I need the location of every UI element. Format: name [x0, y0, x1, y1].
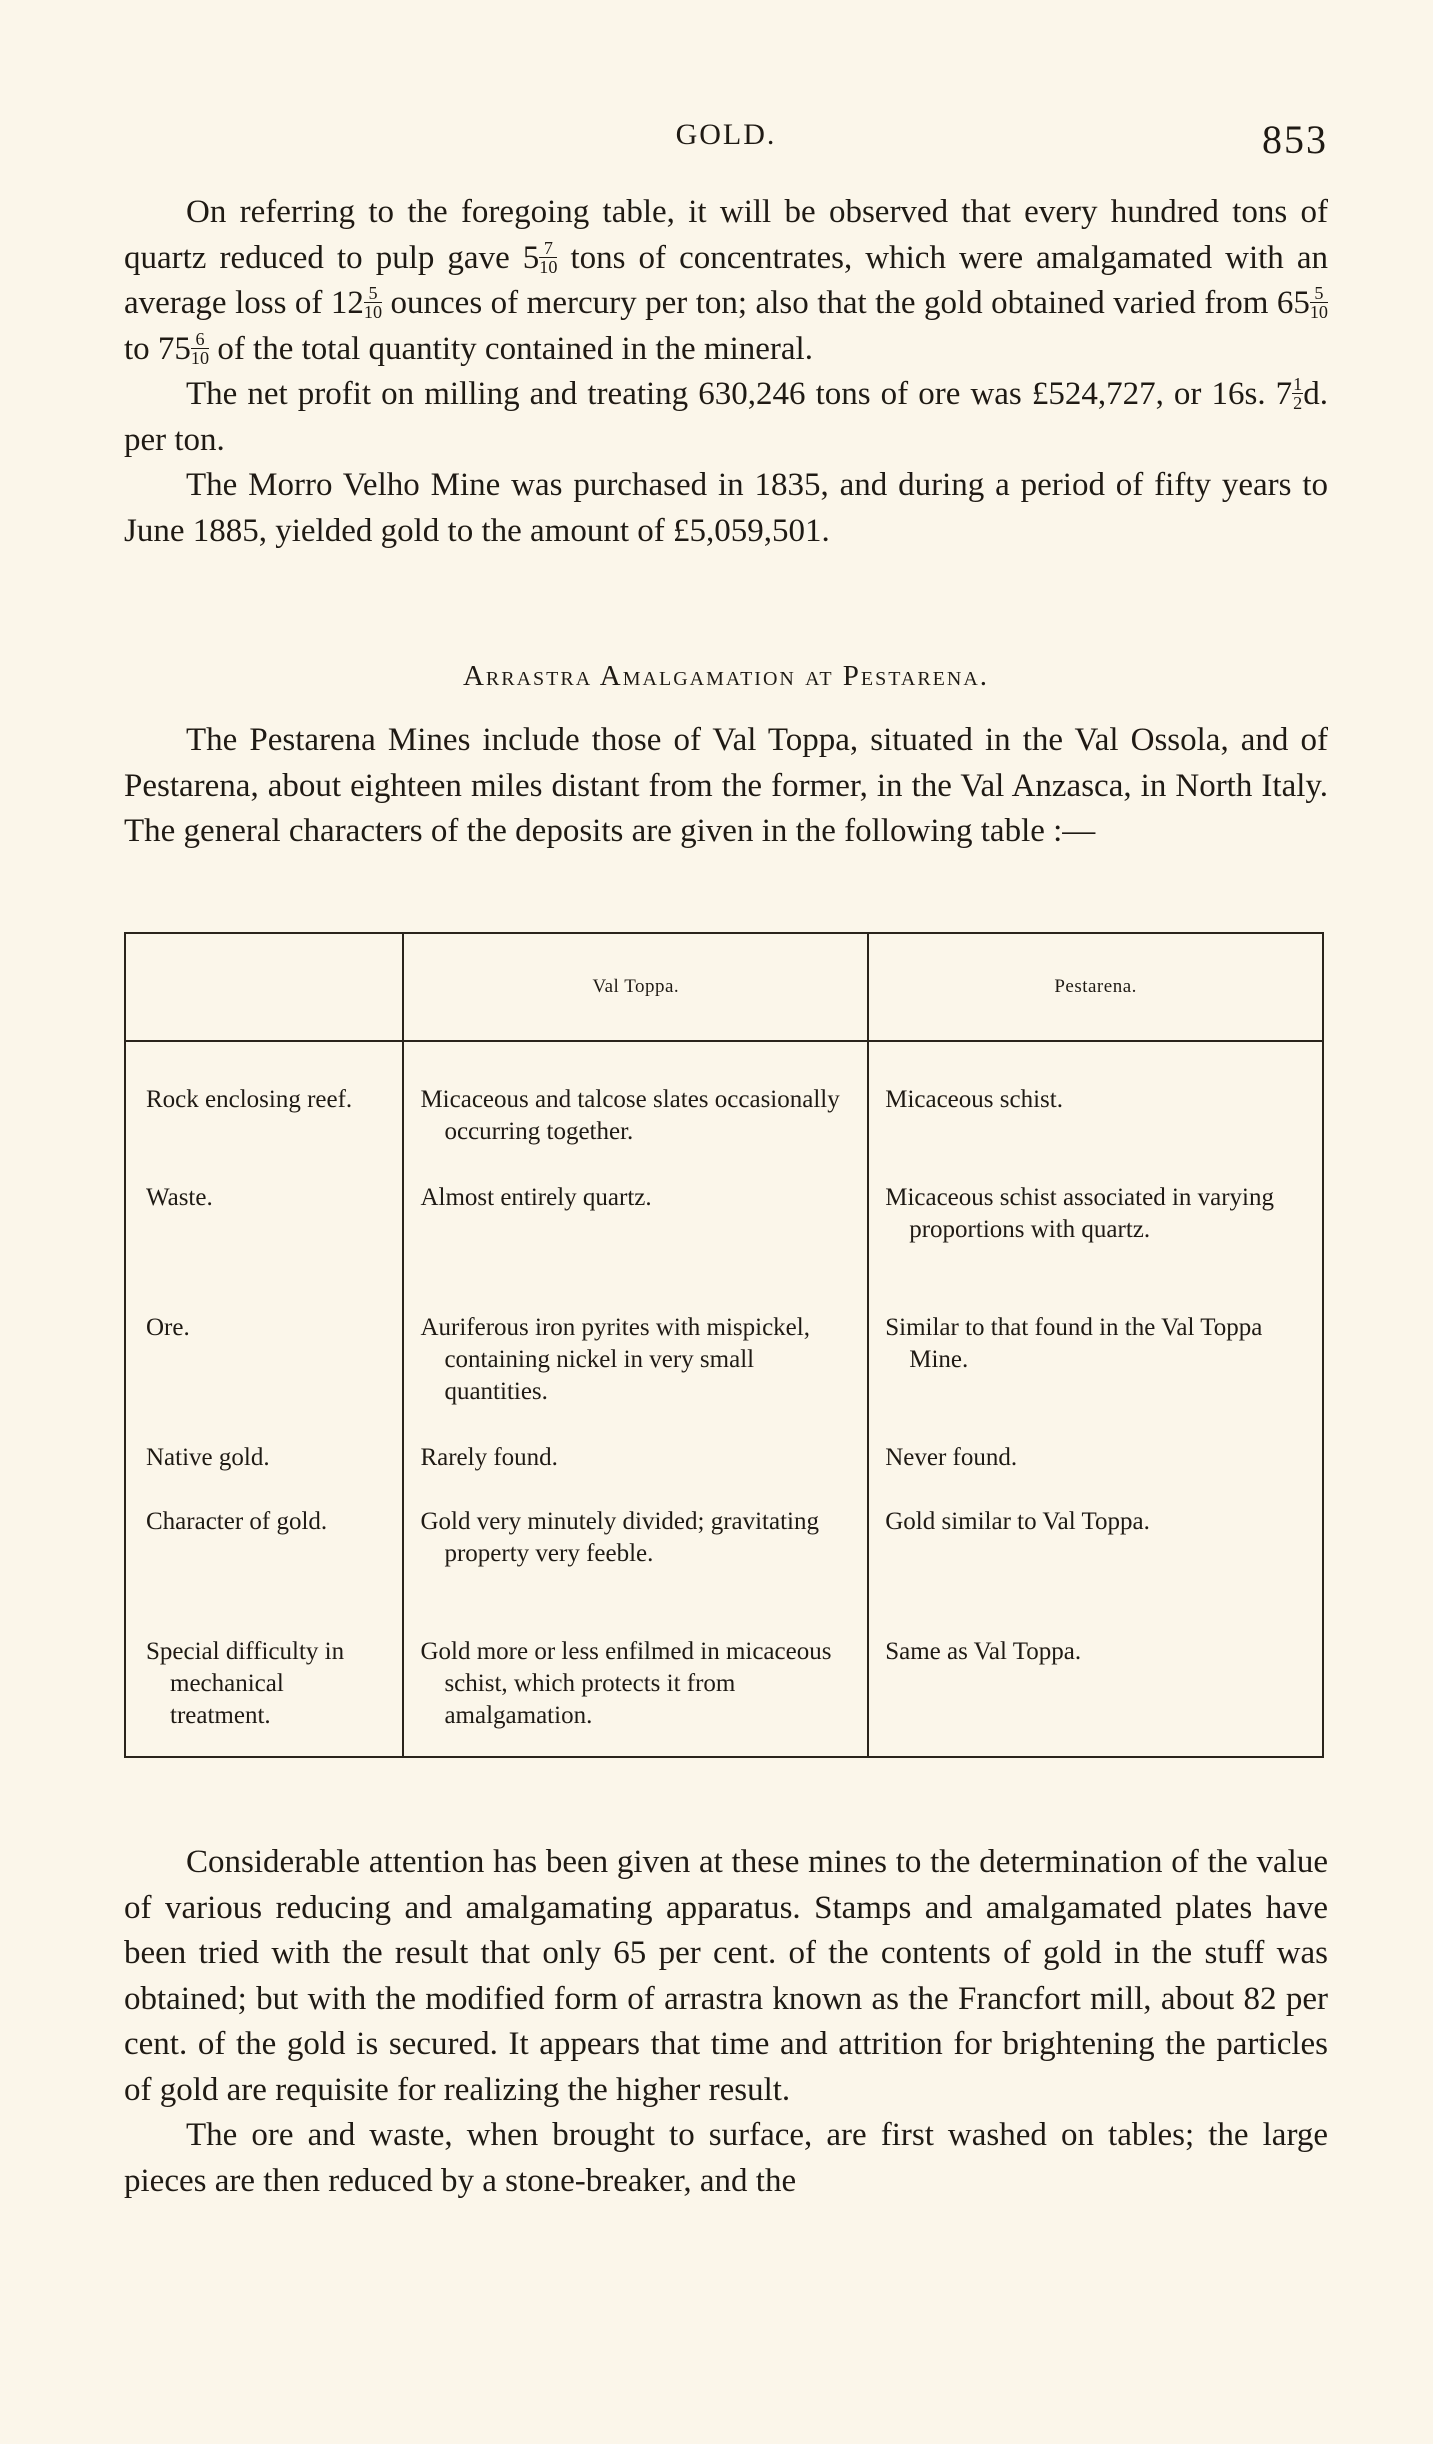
cell-text: Never found.: [885, 1444, 1018, 1471]
cell-val-toppa: [403, 1506, 868, 1636]
cell-pestarena: [868, 1506, 1323, 1636]
row-label: [125, 1312, 403, 1442]
running-head: GOLD.: [675, 118, 777, 151]
fraction: [364, 284, 382, 321]
table-row: [125, 1442, 1323, 1506]
row-label-text: Character of gold.: [146, 1508, 328, 1535]
table-row: [125, 1312, 1323, 1442]
cell-val-toppa: [403, 1041, 868, 1182]
row-label-text: Ore.: [146, 1314, 190, 1341]
cell-val-toppa: [403, 1182, 868, 1312]
paragraph-net-profit: [124, 372, 1328, 463]
text-run: of the total quantity contained in the mineral.: [209, 330, 813, 367]
row-label: [125, 1182, 403, 1312]
fraction-denominator: 2: [1293, 393, 1303, 414]
fraction-denominator: 10: [190, 347, 210, 368]
cell-text: Almost entirely quartz.: [420, 1184, 652, 1211]
fraction-numerator: 7: [539, 239, 557, 258]
top-text-block: [124, 190, 1328, 554]
cell-pestarena: [868, 1182, 1323, 1312]
row-label-text: Waste.: [146, 1184, 213, 1211]
table-row: [125, 1182, 1323, 1312]
page-number: 853: [1262, 117, 1328, 162]
text-run: The net profit on milling and treating 630,246 tons of ore was £524,727, or 16s. 7: [186, 376, 1293, 412]
cell-text: Same as Val Toppa.: [885, 1638, 1082, 1665]
fraction: [539, 239, 557, 276]
table-header-row: [125, 933, 1323, 1041]
cell-val-toppa: [403, 1442, 868, 1506]
page-header: [124, 118, 1328, 168]
table-row: [125, 1041, 1323, 1182]
cell-pestarena: [868, 1442, 1323, 1506]
row-label-text: Special difficulty in mechanical treatment.: [146, 1638, 345, 1729]
cell-text: Gold similar to Val Toppa.: [885, 1508, 1150, 1535]
cell-text: Gold more or less enfilmed in micaceous schist, which protects it from amalgamation.: [420, 1638, 832, 1729]
cell-text: Auriferous iron pyrites with mispickel, containing nickel in very small quantities.: [420, 1314, 810, 1405]
row-label: [125, 1506, 403, 1636]
row-label-text: Rock enclosing reef.: [146, 1086, 353, 1113]
fraction: [1292, 375, 1303, 412]
fraction-denominator: 10: [363, 302, 383, 323]
table-header: [125, 933, 1323, 1041]
column-header-blank: [125, 933, 403, 1041]
paragraph-apparatus: Considerable attention has been given at these mines to the determination of the value of various reducing and amalgamating apparatus. Stamps and amalgamated plates have been tried with the result that only 65 per cent. of the contents of gold in the stuff was obtained; but with the modified form of arrastra known as the Francfort mill, about 82 per cent. of the gold is secured. It appears that time and attrition for brightening the particles of gold are requisite for realizing the higher result.: [124, 1844, 1328, 2108]
table-row: [125, 1506, 1323, 1636]
row-label: [125, 1041, 403, 1182]
cell-pestarena: [868, 1312, 1323, 1442]
row-label: [125, 1442, 403, 1506]
text-run: to 75: [124, 330, 191, 367]
paragraph-morro-velho: The Morro Velho Mine was purchased in 1835, and during a period of fifty years to June 1885, yielded gold to the amount of £5,059,501.: [124, 467, 1328, 549]
column-header-pestarena: Pestarena.: [868, 933, 1323, 1041]
text-run: On referring to the foregoing table, it will be observed that every hundred tons of quartz reduced to pulp gave 5: [124, 194, 1328, 276]
cell-text: Rarely found.: [420, 1444, 558, 1471]
bottom-text-block: [124, 1840, 1328, 2204]
text-run: tons of concentrates, which were amalgamated with an average loss of 12: [124, 239, 1329, 321]
fraction: [1310, 284, 1328, 321]
fraction-numerator: 1: [1293, 374, 1303, 395]
cell-pestarena: [868, 1636, 1323, 1757]
paragraph-ore-and-waste: The ore and waste, when brought to surface, are first washed on tables; the large pieces are then reduced by a stone-breaker, and the: [124, 2117, 1328, 2199]
cell-text: Micaceous and talcose slates occasionally occurring together.: [420, 1086, 840, 1145]
fraction: [191, 330, 209, 367]
paragraph-foregoing-table: [124, 190, 1328, 372]
row-label-text: Native gold.: [146, 1444, 270, 1471]
cell-text: Micaceous schist associated in varying proportions with quartz.: [885, 1184, 1275, 1243]
table-body: [125, 1041, 1323, 1757]
fraction-denominator: 10: [539, 256, 558, 277]
cell-text: Similar to that found in the Val Toppa Mine.: [885, 1314, 1263, 1373]
fraction-denominator: 10: [1309, 302, 1328, 323]
text-run: d. per ton.: [124, 376, 1328, 458]
row-label: [125, 1636, 403, 1757]
intro-text-block: [124, 718, 1328, 855]
deposits-table: [124, 932, 1324, 1758]
section-heading: Arrastra Amalgamation at Pestarena.: [462, 660, 990, 692]
column-header-val-toppa: Val Toppa.: [403, 933, 868, 1041]
cell-val-toppa: [403, 1636, 868, 1757]
fraction-numerator: 5: [1310, 284, 1328, 303]
cell-val-toppa: [403, 1312, 868, 1442]
paragraph-pestarena-intro: The Pestarena Mines include those of Val Toppa, situated in the Val Ossola, and of Pestarena, about eighteen miles distant from the former, in the Val Anzasca, in North Italy. The general characters of the deposits are given in the following table :—: [124, 722, 1328, 849]
table-row: [125, 1636, 1323, 1757]
cell-pestarena: [868, 1041, 1323, 1182]
cell-text: Gold very minutely divided; gravitating property very feeble.: [420, 1508, 819, 1567]
cell-text: Micaceous schist.: [885, 1086, 1063, 1113]
fraction-numerator: 5: [364, 284, 382, 303]
fraction-numerator: 6: [191, 330, 209, 349]
text-run: ounces of mercury per ton; also that the gold obtained varied from 65: [382, 285, 1310, 321]
